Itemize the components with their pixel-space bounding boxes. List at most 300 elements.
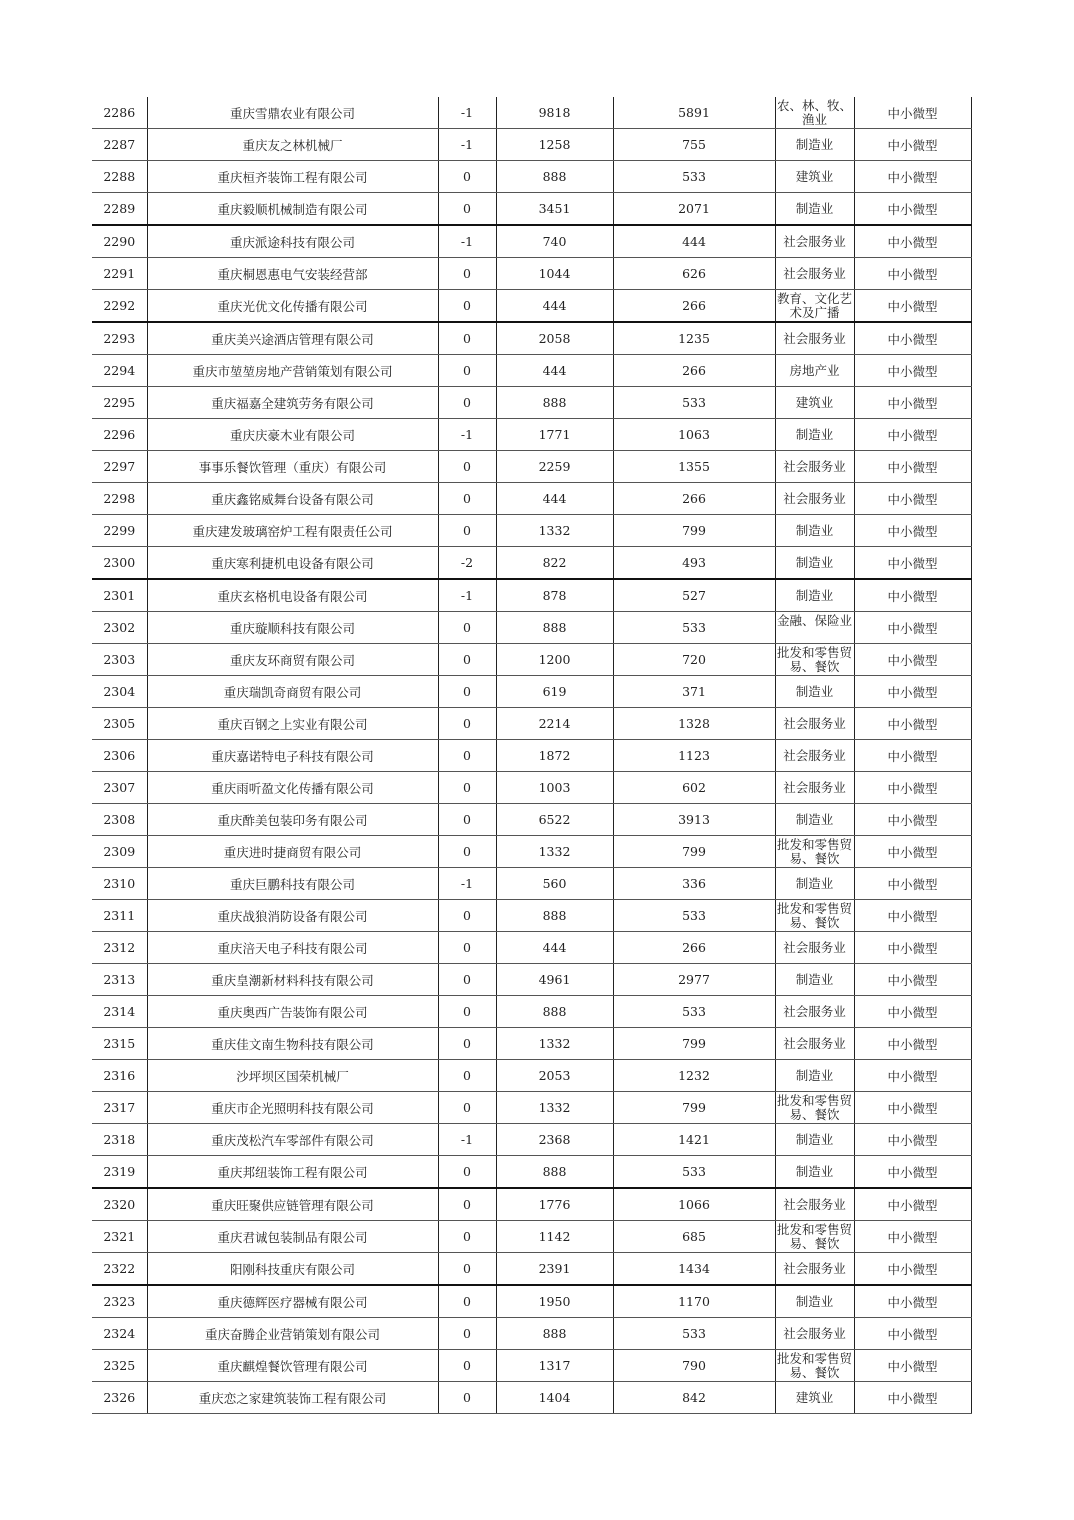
value-c-cell <box>613 547 775 580</box>
value-b-cell <box>496 644 613 676</box>
industry-category: 制造业 <box>795 683 834 699</box>
company-name: 重庆市企光照明科技有限公司 <box>211 1100 374 1116</box>
table-row <box>92 996 971 1028</box>
value-b-cell <box>496 1350 613 1382</box>
row-number: 2323 <box>103 1294 136 1309</box>
industry-category: 批发和零售贸易、餐饮 <box>776 1222 852 1251</box>
row-number: 2314 <box>103 1004 136 1019</box>
company-name-cell <box>147 644 438 676</box>
value-b-cell <box>496 419 613 451</box>
value-a: 0 <box>463 748 471 763</box>
enterprise-type-cell <box>854 322 971 355</box>
company-name: 事事乐餐饮管理（重庆）有限公司 <box>198 459 387 475</box>
value-c: 602 <box>682 780 706 795</box>
value-a: 0 <box>463 1358 471 1373</box>
row-number-cell <box>92 612 147 644</box>
company-name-cell <box>147 1285 438 1318</box>
row-number: 2292 <box>103 298 136 313</box>
row-number-cell <box>92 900 147 932</box>
row-number-cell <box>92 258 147 290</box>
value-b-cell <box>496 804 613 836</box>
value-a: -1 <box>460 137 474 152</box>
value-b: 1950 <box>538 1294 571 1309</box>
row-number-cell <box>92 1028 147 1060</box>
value-c-cell <box>613 258 775 290</box>
enterprise-type-cell <box>854 258 971 290</box>
industry-category-cell <box>775 515 854 547</box>
value-b: 2391 <box>538 1261 571 1276</box>
enterprise-type: 中小微型 <box>887 363 938 379</box>
value-a: 0 <box>463 201 471 216</box>
company-name-cell <box>147 579 438 612</box>
row-number: 2308 <box>103 812 136 827</box>
value-c: 533 <box>682 1326 706 1341</box>
row-number-cell <box>92 290 147 323</box>
enterprise-type: 中小微型 <box>887 1358 938 1374</box>
enterprise-type-cell <box>854 129 971 161</box>
value-a-cell <box>438 483 496 515</box>
value-c-cell <box>613 1092 775 1124</box>
value-b: 444 <box>542 363 567 378</box>
company-name-cell <box>147 612 438 644</box>
value-c-cell <box>613 1253 775 1286</box>
value-a: 0 <box>463 298 471 313</box>
enterprise-type-cell <box>854 97 971 129</box>
row-number: 2302 <box>103 620 136 635</box>
row-number-cell <box>92 996 147 1028</box>
value-b-cell <box>496 161 613 193</box>
row-number: 2289 <box>103 201 136 216</box>
value-b: 888 <box>542 1164 567 1179</box>
value-b: 740 <box>542 234 567 249</box>
company-name-cell <box>147 1318 438 1350</box>
value-c: 799 <box>682 1100 706 1115</box>
value-b-cell <box>496 612 613 644</box>
value-b-cell <box>496 900 613 932</box>
value-b: 888 <box>542 1326 567 1341</box>
table-row <box>92 387 971 419</box>
row-number-cell <box>92 1285 147 1318</box>
value-c: 755 <box>682 137 706 152</box>
value-a-cell <box>438 1221 496 1253</box>
row-number: 2290 <box>103 234 136 249</box>
value-c-cell <box>613 1285 775 1318</box>
company-name: 重庆奋腾企业营销策划有限公司 <box>204 1326 380 1342</box>
table-row <box>92 1060 971 1092</box>
enterprise-type: 中小微型 <box>887 844 938 860</box>
enterprise-type: 中小微型 <box>887 201 938 217</box>
enterprise-type: 中小微型 <box>887 459 938 475</box>
table-row <box>92 932 971 964</box>
company-name: 重庆福嘉全建筑劳务有限公司 <box>211 395 374 411</box>
row-number: 2326 <box>103 1390 136 1405</box>
value-a-cell <box>438 612 496 644</box>
value-b-cell <box>496 258 613 290</box>
value-b-cell <box>496 740 613 772</box>
value-a: 0 <box>463 1261 471 1276</box>
value-b-cell <box>496 868 613 900</box>
value-b: 1332 <box>538 1100 571 1115</box>
enterprise-type: 中小微型 <box>887 620 938 636</box>
row-number: 2291 <box>103 266 136 281</box>
enterprise-type-cell <box>854 1188 971 1221</box>
row-number-cell <box>92 1156 147 1189</box>
value-b: 1003 <box>538 780 571 795</box>
value-a-cell <box>438 964 496 996</box>
value-a: 0 <box>463 812 471 827</box>
table-row <box>92 740 971 772</box>
table-row <box>92 1092 971 1124</box>
row-number-cell <box>92 515 147 547</box>
value-b-cell <box>496 355 613 387</box>
value-b: 1332 <box>538 1036 571 1051</box>
value-c-cell <box>613 451 775 483</box>
value-a-cell <box>438 193 496 226</box>
table-row <box>92 1221 971 1253</box>
row-number-cell <box>92 1253 147 1286</box>
company-name-cell <box>147 996 438 1028</box>
value-a: 0 <box>463 1197 471 1212</box>
value-a: 0 <box>463 1294 471 1309</box>
value-b: 1332 <box>538 523 571 538</box>
company-name-cell <box>147 1253 438 1286</box>
company-name-cell <box>147 1060 438 1092</box>
company-name: 重庆桐恩惠电气安装经营部 <box>217 266 368 282</box>
industry-category-cell <box>775 644 854 676</box>
value-b-cell <box>496 708 613 740</box>
value-b: 2058 <box>538 331 571 346</box>
table-row <box>92 1350 971 1382</box>
value-c: 1170 <box>678 1294 710 1309</box>
enterprise-type: 中小微型 <box>887 1197 938 1213</box>
company-name: 重庆德辉医疗器械有限公司 <box>217 1294 368 1310</box>
value-a-cell <box>438 1285 496 1318</box>
industry-category-cell <box>775 1156 854 1189</box>
table-row <box>92 547 971 580</box>
table-row <box>92 708 971 740</box>
enterprise-type: 中小微型 <box>887 1004 938 1020</box>
industry-category: 制造业 <box>795 875 834 891</box>
industry-category: 社会服务业 <box>783 330 846 346</box>
enterprise-type: 中小微型 <box>887 105 938 121</box>
enterprise-type-cell <box>854 932 971 964</box>
row-number-cell <box>92 1060 147 1092</box>
value-b-cell <box>496 996 613 1028</box>
value-c-cell <box>613 1350 775 1382</box>
value-a: 0 <box>463 331 471 346</box>
company-name: 重庆战狼消防设备有限公司 <box>217 908 368 924</box>
row-number-cell <box>92 1350 147 1382</box>
value-b: 1771 <box>538 427 571 442</box>
value-b-cell <box>496 97 613 129</box>
value-b: 1142 <box>538 1229 571 1244</box>
industry-category: 房地产业 <box>789 362 840 378</box>
value-c: 1434 <box>678 1261 710 1276</box>
company-name-cell <box>147 1188 438 1221</box>
company-name-cell <box>147 1156 438 1189</box>
value-c-cell <box>613 1028 775 1060</box>
company-name-cell <box>147 161 438 193</box>
row-number: 2286 <box>103 105 136 120</box>
enterprise-type: 中小微型 <box>887 748 938 764</box>
company-name-cell <box>147 547 438 580</box>
row-number-cell <box>92 708 147 740</box>
value-a: -1 <box>460 234 474 249</box>
value-c-cell <box>613 932 775 964</box>
value-a: 0 <box>463 1068 471 1083</box>
enterprise-type-cell <box>854 1060 971 1092</box>
value-a-cell <box>438 451 496 483</box>
value-a-cell <box>438 1092 496 1124</box>
value-b: 444 <box>542 491 567 506</box>
value-a: -1 <box>460 588 474 603</box>
row-number-cell <box>92 772 147 804</box>
row-number: 2320 <box>103 1197 136 1212</box>
table-row <box>92 1253 971 1286</box>
value-a-cell <box>438 419 496 451</box>
value-a: 0 <box>463 1229 471 1244</box>
value-b-cell <box>496 579 613 612</box>
industry-category-cell <box>775 451 854 483</box>
company-name-cell <box>147 932 438 964</box>
value-c: 720 <box>682 652 706 667</box>
company-name: 重庆瑞凯奇商贸有限公司 <box>223 684 362 700</box>
value-c-cell <box>613 161 775 193</box>
value-c: 2977 <box>678 972 710 987</box>
row-number: 2304 <box>103 684 136 699</box>
row-number: 2301 <box>103 588 136 603</box>
row-number: 2321 <box>103 1229 136 1244</box>
industry-category: 批发和零售贸易、餐饮 <box>776 901 852 930</box>
industry-category-cell <box>775 225 854 258</box>
enterprise-type: 中小微型 <box>887 395 938 411</box>
value-a-cell <box>438 129 496 161</box>
value-a-cell <box>438 644 496 676</box>
industry-category-cell <box>775 900 854 932</box>
enterprise-type-cell <box>854 772 971 804</box>
company-name: 重庆桓齐装饰工程有限公司 <box>217 169 368 185</box>
table-row <box>92 676 971 708</box>
industry-category: 制造业 <box>795 1131 834 1147</box>
table-row <box>92 161 971 193</box>
value-c: 266 <box>682 363 706 378</box>
value-a-cell <box>438 996 496 1028</box>
enterprise-type-cell <box>854 1221 971 1253</box>
value-c: 1063 <box>678 427 710 442</box>
row-number: 2325 <box>103 1358 136 1373</box>
company-name: 重庆雪鼎农业有限公司 <box>229 105 355 121</box>
value-c: 626 <box>682 266 706 281</box>
value-c-cell <box>613 1156 775 1189</box>
enterprise-type-cell <box>854 579 971 612</box>
value-b-cell <box>496 290 613 323</box>
industry-category-cell <box>775 387 854 419</box>
value-a: 0 <box>463 940 471 955</box>
value-c-cell <box>613 1221 775 1253</box>
row-number: 2318 <box>103 1132 136 1147</box>
table-row <box>92 1124 971 1156</box>
value-c: 790 <box>682 1358 706 1373</box>
industry-category: 制造业 <box>795 522 834 538</box>
company-name-cell <box>147 1092 438 1124</box>
enterprise-type: 中小微型 <box>887 684 938 700</box>
value-c: 1355 <box>678 459 710 474</box>
row-number-cell <box>92 225 147 258</box>
company-name-cell <box>147 483 438 515</box>
value-c-cell <box>613 97 775 129</box>
value-c-cell <box>613 419 775 451</box>
value-c-cell <box>613 322 775 355</box>
company-name: 重庆派途科技有限公司 <box>229 234 355 250</box>
industry-category: 制造业 <box>795 971 834 987</box>
enterprise-type: 中小微型 <box>887 908 938 924</box>
industry-category-cell <box>775 676 854 708</box>
industry-category: 社会服务业 <box>783 715 846 731</box>
company-name: 重庆涪天电子科技有限公司 <box>217 940 368 956</box>
value-b-cell <box>496 932 613 964</box>
enterprise-type-cell <box>854 483 971 515</box>
table-row <box>92 836 971 868</box>
value-a-cell <box>438 1350 496 1382</box>
value-a: 0 <box>463 908 471 923</box>
value-a: -1 <box>460 427 474 442</box>
company-name-cell <box>147 868 438 900</box>
industry-category-cell <box>775 772 854 804</box>
value-c: 493 <box>682 555 706 570</box>
value-c: 3913 <box>678 812 710 827</box>
industry-category: 批发和零售贸易、餐饮 <box>776 645 852 674</box>
value-b: 3451 <box>538 201 571 216</box>
table-row <box>92 579 971 612</box>
value-c-cell <box>613 836 775 868</box>
value-c: 371 <box>682 684 706 699</box>
company-table <box>92 97 972 1414</box>
enterprise-type-cell <box>854 547 971 580</box>
table-row <box>92 804 971 836</box>
value-a-cell <box>438 97 496 129</box>
value-c-cell <box>613 1124 775 1156</box>
enterprise-type: 中小微型 <box>887 972 938 988</box>
industry-category-cell <box>775 964 854 996</box>
value-b-cell <box>496 387 613 419</box>
table-row <box>92 193 971 226</box>
industry-category-cell <box>775 1092 854 1124</box>
enterprise-type-cell <box>854 1285 971 1318</box>
company-name: 重庆酢美包装印务有限公司 <box>217 812 368 828</box>
value-a-cell <box>438 836 496 868</box>
value-c-cell <box>613 740 775 772</box>
enterprise-type-cell <box>854 451 971 483</box>
row-number-cell <box>92 1188 147 1221</box>
enterprise-type-cell <box>854 1253 971 1286</box>
value-b-cell <box>496 483 613 515</box>
company-name-cell <box>147 451 438 483</box>
value-a-cell <box>438 1253 496 1286</box>
company-name: 重庆雨听盈文化传播有限公司 <box>211 780 374 796</box>
enterprise-type-cell <box>854 900 971 932</box>
value-a: 0 <box>463 716 471 731</box>
value-a: 0 <box>463 169 471 184</box>
value-b-cell <box>496 547 613 580</box>
value-a-cell <box>438 740 496 772</box>
value-a-cell <box>438 258 496 290</box>
value-c: 1123 <box>678 748 710 763</box>
row-number: 2306 <box>103 748 136 763</box>
value-a-cell <box>438 355 496 387</box>
enterprise-type-cell <box>854 996 971 1028</box>
value-c: 5891 <box>678 105 710 120</box>
industry-category-cell <box>775 1124 854 1156</box>
value-c-cell <box>613 772 775 804</box>
enterprise-type-cell <box>854 804 971 836</box>
value-c: 685 <box>682 1229 706 1244</box>
value-c-cell <box>613 225 775 258</box>
value-a-cell <box>438 161 496 193</box>
value-c: 1235 <box>678 331 710 346</box>
company-name-cell <box>147 258 438 290</box>
value-c: 799 <box>682 523 706 538</box>
value-b-cell <box>496 515 613 547</box>
industry-category-cell <box>775 1060 854 1092</box>
row-number-cell <box>92 579 147 612</box>
row-number-cell <box>92 193 147 226</box>
industry-category-cell <box>775 355 854 387</box>
enterprise-type: 中小微型 <box>887 298 938 314</box>
enterprise-type-cell <box>854 964 971 996</box>
value-b: 1200 <box>538 652 571 667</box>
value-a-cell <box>438 515 496 547</box>
value-a-cell <box>438 290 496 323</box>
value-c-cell <box>613 1318 775 1350</box>
value-c-cell <box>613 515 775 547</box>
value-c-cell <box>613 676 775 708</box>
value-c-cell <box>613 996 775 1028</box>
value-c-cell <box>613 644 775 676</box>
value-a: 0 <box>463 972 471 987</box>
value-b-cell <box>496 451 613 483</box>
value-c: 842 <box>682 1390 706 1405</box>
value-c-cell <box>613 1060 775 1092</box>
value-a-cell <box>438 1382 496 1414</box>
value-c: 1066 <box>678 1197 710 1212</box>
value-a: 0 <box>463 523 471 538</box>
table-row <box>92 97 971 129</box>
company-name: 重庆百钢之上实业有限公司 <box>217 716 368 732</box>
industry-category: 社会服务业 <box>783 1325 846 1341</box>
value-b-cell <box>496 1318 613 1350</box>
row-number-cell <box>92 547 147 580</box>
industry-category-cell <box>775 483 854 515</box>
row-number: 2307 <box>103 780 136 795</box>
company-name-cell <box>147 193 438 226</box>
company-name-cell <box>147 772 438 804</box>
value-a-cell <box>438 772 496 804</box>
value-b: 4961 <box>538 972 571 987</box>
table-row <box>92 1028 971 1060</box>
value-c: 533 <box>682 1164 706 1179</box>
value-a: -1 <box>460 876 474 891</box>
value-b: 888 <box>542 1004 567 1019</box>
value-c-cell <box>613 964 775 996</box>
value-a-cell <box>438 900 496 932</box>
company-name: 重庆鑫铭威舞台设备有限公司 <box>211 491 374 507</box>
value-a: 0 <box>463 1164 471 1179</box>
table-row <box>92 355 971 387</box>
industry-category: 社会服务业 <box>783 458 846 474</box>
value-a-cell <box>438 1318 496 1350</box>
company-name: 重庆友之林机械厂 <box>242 137 343 153</box>
value-b: 560 <box>542 876 567 891</box>
